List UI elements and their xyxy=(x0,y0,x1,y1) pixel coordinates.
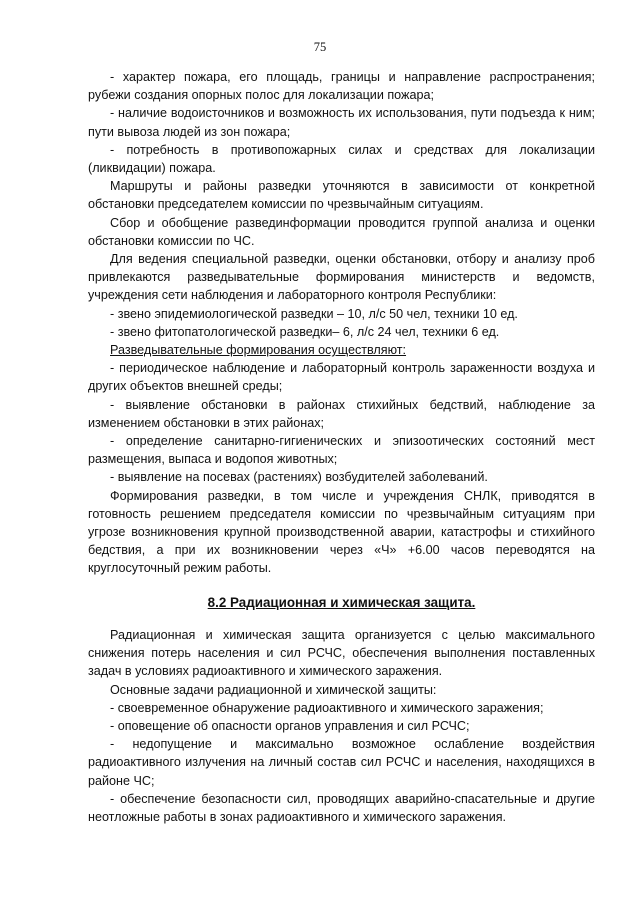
body-text xyxy=(88,68,595,826)
paragraph: - звено фитопатологической разведки– 6, л/с 24 чел, техники 6 ед. xyxy=(110,324,500,339)
paragraph: Формирования разведки, в том числе и учреждения СНЛК, приводятся в готовность решением председателя комиссии по чрезвычайным ситуациям при угрозе возникновения крупной производственной аварии, катастрофы и стихийного бедствия, а при их возникновении через «Ч» +6.00 часов переводятся на круглосуточный режим работы. xyxy=(88,488,595,576)
paragraph: - своевременное обнаружение радиоактивного и химического заражения; xyxy=(110,700,544,715)
paragraph: - потребность в противопожарных силах и средствах для локализации (ликвидации) пожара. xyxy=(88,142,595,176)
paragraph: - выявление обстановки в районах стихийных бедствий, наблюдение за изменением обстановки в этих районах; xyxy=(88,397,595,430)
paragraph: - обеспечение безопасности сил, проводящих аварийно-спасательные и другие неотложные работы в зонах радиоактивного и химического заражения. xyxy=(88,791,595,824)
section-title: 8.2 Радиационная и химическая защита. xyxy=(207,594,476,610)
paragraph: Основные задачи радиационной и химической защиты: xyxy=(110,682,437,697)
paragraph: - оповещение об опасности органов управления и сил РСЧС; xyxy=(110,718,470,733)
page-number: 75 xyxy=(313,40,327,54)
underlined-heading xyxy=(88,341,595,359)
paragraph: Сбор и обобщение развединформации проводится группой анализа и оценки обстановки комиссии по ЧС. xyxy=(88,215,595,248)
paragraph: - периодическое наблюдение и лабораторный контроль зараженности воздуха и других объектов внешней среды; xyxy=(88,361,595,394)
paragraph: Для ведения специальной разведки, оценки обстановки, отбору и анализу проб привлекаются разведывательные формирования министерств и ведомств, учреждения сети наблюдения и лабораторного контроля Республики: xyxy=(88,252,595,303)
paragraph: - выявление на посевах (растениях) возбудителей заболеваний. xyxy=(110,470,488,485)
underlined-heading-text: Разведывательные формирования осуществляют: xyxy=(110,343,407,358)
paragraph: - недопущение и максимально возможное ослабление воздействия радиоактивного излучения на личный состав сил РСЧС и населения, находящихся в районе ЧС; xyxy=(88,737,595,788)
paragraph: - наличие водоисточников и возможность их использования, пути подъезда к ним; пути вывоза людей из зон пожара; xyxy=(88,106,595,139)
paragraph: Маршруты и районы разведки уточняются в зависимости от конкретной обстановки председателем комиссии по чрезвычайным ситуациям. xyxy=(88,179,595,212)
paragraph: - звено эпидемиологической разведки – 10, л/с 50 чел, техники 10 ед. xyxy=(110,306,518,321)
paragraph: - определение санитарно-гигиенических и эпизоотических состояний мест размещения, выпаса и водопоя животных; xyxy=(88,434,595,467)
paragraph: Радиационная и химическая защита организуется с целью максимального снижения потерь населения и сил РСЧС, обеспечения выполнения поставленных задач в условиях радиоактивного и химического заражения. xyxy=(88,627,595,679)
paragraph: - характер пожара, его площадь, границы и направление распространения; рубежи создания опорных полос для локализации пожара; xyxy=(88,70,595,103)
